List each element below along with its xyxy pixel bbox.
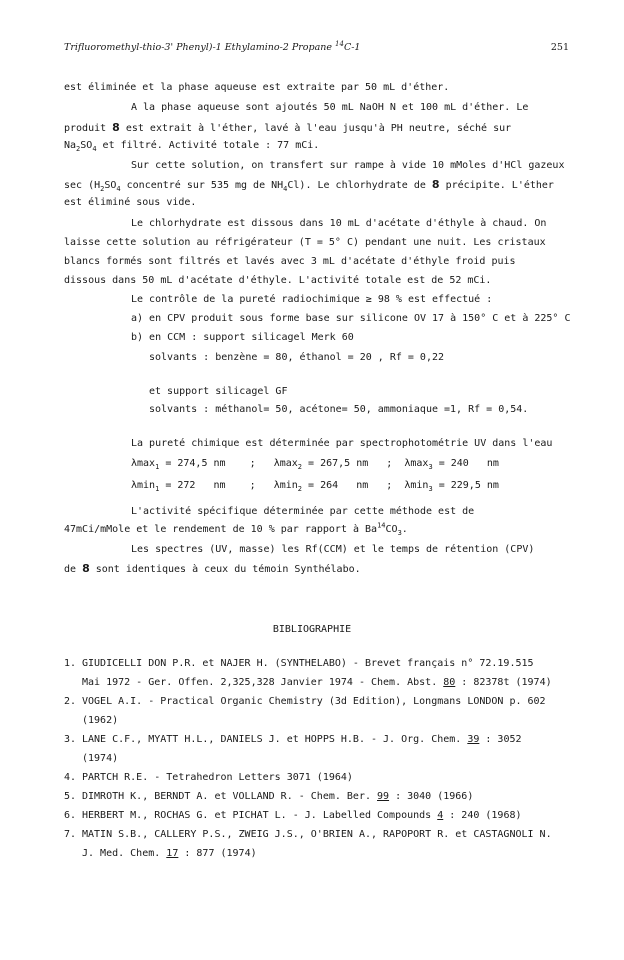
- text-line: La pureté chimique est déterminée par spectrophotométrie UV dans l'eau: [131, 438, 553, 449]
- reference-text: J. Med. Chem. 17 : 877 (1974): [82, 848, 257, 859]
- reference-number: 4.: [64, 772, 77, 783]
- reference-number: 2.: [64, 696, 77, 707]
- text-line: $Na_2SO_4$ et filtré. Activité totale : 77 mCi.: [64, 140, 320, 153]
- text-line: A la phase aqueuse sont ajoutés 50 mL NaOH N et 100 mL d'éther. Le: [131, 102, 529, 113]
- reference-number: 3.: [64, 734, 77, 745]
- page-number: 251: [550, 42, 569, 53]
- reference-text: GIUDICELLI DON P.R. et NAJER H. (SYNTHELABO) - Brevet français n° 72.19.515: [82, 658, 534, 669]
- reference-text: HERBERT M., ROCHAS G. et PICHAT L. - J. Labelled Compounds 4 : 240 (1968): [82, 810, 522, 821]
- text-line: solvants : benzène = 80, éthanol = 20 , Rf = 0,22: [149, 352, 445, 363]
- text-line: blancs formés sont filtrés et lavés avec 3 mL d'acétate d'éthyle froid puis: [64, 256, 516, 267]
- reference-text: (1962): [82, 715, 119, 726]
- text-line: solvants : méthanol= 50, acétone= 50, ammoniaque =1, Rf = 0,54.: [149, 404, 529, 415]
- reference-text: Mai 1972 - Ger. Offen. 2,325,328 Janvier 1974 - Chem. Abst. 80 : 82378t (1974): [82, 677, 552, 688]
- text-line: a) en CPV produit sous forme base sur silicone OV 17 à 150° C et à 225° C: [131, 313, 571, 324]
- text-line: Le chlorhydrate est dissous dans 10 mL d'acétate d'éthyle à chaud. On: [131, 218, 547, 229]
- text-line: est éliminé sous vide.: [64, 197, 197, 208]
- text-line: 47mCi/mMole et le rendement de 10 % par rapport à $Ba^{14}CO_3$.: [64, 521, 408, 537]
- text-line: dissous dans 50 mL d'acétate d'éthyle. L'activité totale est de 52 mCi.: [64, 275, 492, 286]
- reference-text: LANE C.F., MYATT H.L., DANIELS J. et HOPPS H.B. - J. Org. Chem. 39 : 3052: [82, 734, 522, 745]
- reference-number: 1.: [64, 658, 77, 669]
- text-line: $\sec (H_2SO_4$ concentré sur 535 mg de $NH_4Cl$). Le chlorhydrate de 8 précipite. L'éther: [64, 178, 554, 193]
- text-line: produit 8 est extrait à l'éther, lavé à l'eau jusqu'à PH neutre, séché sur: [64, 121, 512, 134]
- reference-text: MATIN S.B., CALLERY P.S., ZWEIG J.S., O'BRIEN A., RAPOPORT R. et CASTAGNOLI N.: [82, 829, 552, 840]
- compound-number: 8: [82, 562, 90, 575]
- bibliography-heading: BIBLIOGRAPHIE: [272, 624, 352, 635]
- compound-number: 8: [431, 178, 440, 191]
- text-line: λmax$_1$ = 274,5 nm ; λmax$_2$ = 267,5 nm ; λmax$_3$ = 240 nm: [131, 458, 499, 471]
- text-line: Le contrôle de la pureté radiochimique ≥ 98 % est effectué :: [131, 294, 493, 305]
- text-line: Sur cette solution, on transfert sur rampe à vide 10 mMoles d'HCl gazeux: [131, 160, 565, 171]
- text-line: est éliminée et la phase aqueuse est extraite par 50 mL d'éther.: [64, 82, 450, 93]
- running-header: [64, 40, 569, 56]
- reference-text: DIMROTH K., BERNDT A. et VOLLAND R. - Chem. Ber. 99 : 3040 (1966): [82, 791, 474, 802]
- compound-number: 8: [112, 121, 120, 134]
- text-line: Les spectres (UV, masse) les Rf(CCM) et le temps de rétention (CPV): [131, 544, 535, 555]
- reference-number: 5.: [64, 791, 77, 802]
- text-line: et support silicagel GF: [149, 386, 288, 397]
- text-line: laisse cette solution au réfrigérateur (T = 5° C) pendant une nuit. Les cristaux: [64, 237, 546, 248]
- text-line: λmin$_1$ = 272 nm ; λmin$_2$ = 264 nm ; λmin$_3$ = 229,5 nm: [131, 480, 499, 493]
- text-line: de 8 sont identiques à ceux du témoin Synthélabo.: [64, 562, 361, 575]
- text-line: L'activité spécifique déterminée par cette méthode est de: [131, 506, 475, 517]
- reference-text: PARTCH R.E. - Tetrahedron Letters 3071 (1964): [82, 772, 353, 783]
- reference-text: VOGEL A.I. - Practical Organic Chemistry (3d Edition), Longmans LONDON p. 602: [82, 696, 546, 707]
- reference-number: 6.: [64, 810, 77, 821]
- text-line: b) en CCM : support silicagel Merk 60: [131, 332, 354, 343]
- reference-number: 7.: [64, 829, 77, 840]
- header-title: Trifluoromethyl-thio-3' Phenyl)-1 Ethylamino-2 Propane $^{14}$C-1: [64, 39, 361, 53]
- reference-text: (1974): [82, 753, 119, 764]
